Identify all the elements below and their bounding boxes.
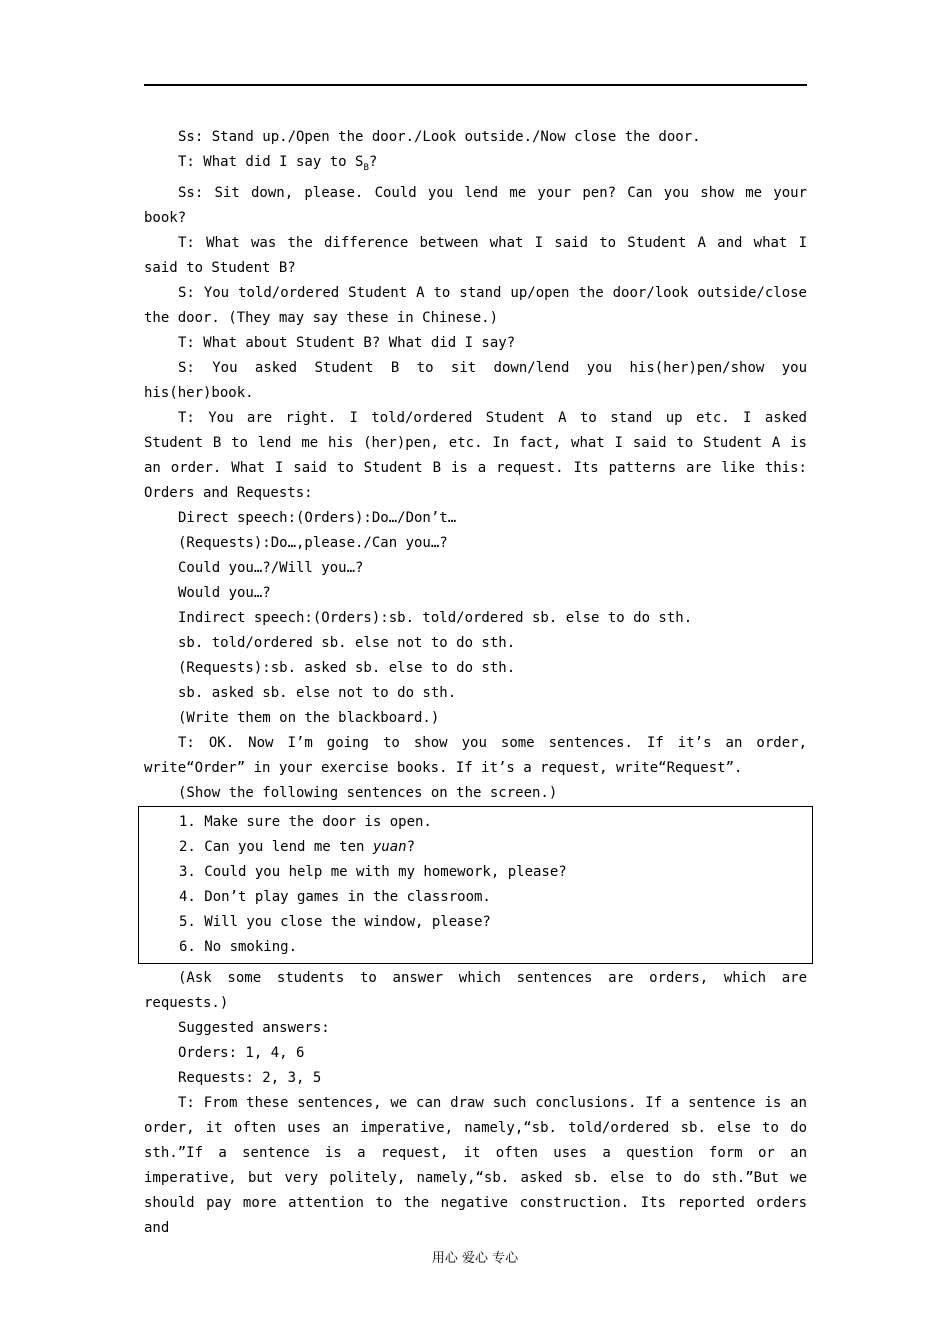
box-item: 5. Will you close the window, please? — [179, 913, 491, 930]
paragraph: T: What about Student B? What did I say? — [178, 334, 516, 351]
paragraph: T: You are right. I told/ordered Student A to stand up etc. I asked Student B to lend me his (her)pen, etc. In fact, what I said to Student A is an order. What I said to Student B is a request. Its patterns are like this: Orders and Requests: — [144, 409, 807, 501]
header-rule — [144, 84, 807, 86]
pattern-line: Direct speech:(Orders):Do…/Don’t… — [178, 509, 457, 526]
pattern-line: (Show the following sentences on the screen.) — [178, 784, 558, 801]
document-body — [144, 125, 807, 1241]
answer-line: Suggested answers: — [178, 1019, 330, 1036]
paragraph: (Ask some students to answer which sentences are orders, which are requests.) — [144, 969, 807, 1011]
paragraph: T: OK. Now I’m going to show you some sentences. If it’s an order, write“Order” in your exercise books. If it’s a request, write“Request”. — [144, 734, 807, 776]
paragraph: Ss: Sit down, please. Could you lend me your pen? Can you show me your book? — [144, 184, 807, 226]
paragraph: Ss: Stand up./Open the door./Look outside./Now close the door. — [178, 129, 701, 145]
sentence-box — [138, 806, 813, 964]
box-item: 4. Don’t play games in the classroom. — [179, 888, 491, 905]
paragraph: S: You told/ordered Student A to stand up/open the door/look outside/close the door. (They may say these in Chinese.) — [144, 284, 807, 326]
paragraph: T: From these sentences, we can draw such conclusions. If a sentence is an order, it often uses an imperative, namely,“sb. told/ordered sb. else to do sth.”If a sentence is a request, it often uses a question form or an imperative, but very politely, namely,“sb. asked sb. else to do sth.”But we should pay more attention to the negative construction. Its reported orders and — [144, 1094, 807, 1236]
pattern-line: Could you…?/Will you…? — [178, 559, 364, 576]
pattern-line: Indirect speech:(Orders):sb. told/ordered sb. else to do sth. — [178, 609, 693, 626]
paragraph: T: What did I say to $S_B$? — [178, 154, 378, 173]
page-footer: 用心 爱心 专心 — [431, 1251, 519, 1266]
pattern-line: sb. asked sb. else not to do sth. — [178, 684, 457, 701]
italic-word: yuan — [372, 838, 407, 855]
paragraph: T: What was the difference between what I said to Student A and what I said to Student B? — [144, 234, 807, 276]
answer-line: Orders: 1, 4, 6 — [178, 1044, 305, 1061]
box-item: 2. Can you lend me ten yuan? — [179, 838, 416, 855]
box-item: 6. No smoking. — [179, 938, 298, 955]
pattern-line: (Write them on the blackboard.) — [178, 709, 440, 726]
pattern-line: (Requests):sb. asked sb. else to do sth. — [178, 659, 516, 676]
subscript: B — [363, 162, 369, 173]
pattern-line: (Requests):Do…,please./Can you…? — [178, 534, 448, 551]
box-item: 3. Could you help me with my homework, please? — [179, 863, 567, 880]
pattern-line: sb. told/ordered sb. else not to do sth. — [178, 634, 516, 651]
answer-line: Requests: 2, 3, 5 — [178, 1069, 322, 1086]
pattern-line: Would you…? — [178, 584, 271, 601]
box-item: 1. Make sure the door is open. — [179, 813, 432, 830]
paragraph: S: You asked Student B to sit down/lend you his(her)pen/show you his(her)book. — [144, 359, 807, 401]
